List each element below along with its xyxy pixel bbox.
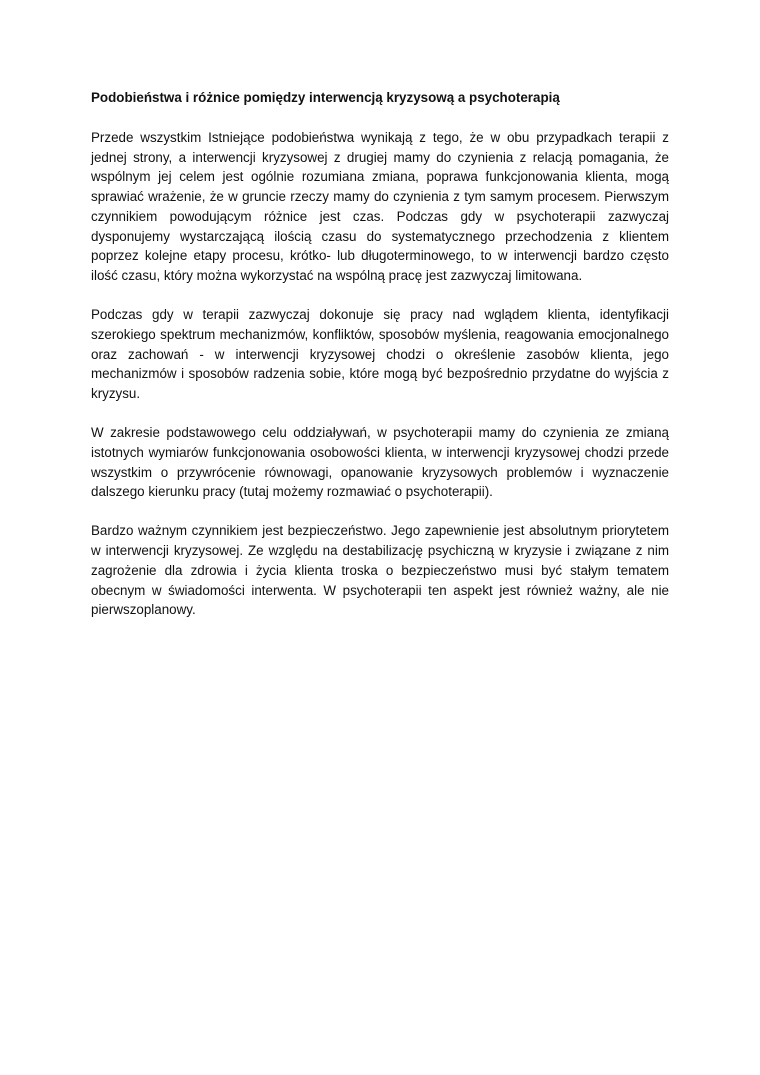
paragraph-1: Przede wszystkim Istniejące podobieństwa wynikają z tego, że w obu przypadkach terapii z jednej strony, a interwencji kryzysowej z drugiej mamy do czynienia z relacją pomagania, że wspólnym jej celem jest ogólnie rozumiana zmiana, poprawa funkcjonowania klienta, mogą sprawiać wrażenie, że w gruncie rzeczy mamy do czynienia z tym samym procesem. Pierwszym czynnikiem powodującym różnice jest czas. Podczas gdy w psychoterapii zazwyczaj dysponujemy wystarczającą ilością czasu do systematycznego przechodzenia z klientem poprzez kolejne etapy procesu, krótko- lub długoterminowego, to w interwencji bardzo często ilość czasu, który można wykorzystać na wspólną pracę jest zazwyczaj limitowana. xyxy=(91,130,669,283)
paragraph-2: Podczas gdy w terapii zazwyczaj dokonuje się pracy nad wglądem klienta, identyfikacji szerokiego spektrum mechanizmów, konfliktów, sposobów myślenia, reagowania emocjonalnego oraz zachowań - w interwencji kryzysowej chodzi o określenie zasobów klienta, jego mechanizmów i sposobów radzenia sobie, które mogą być bezpośrednio przydatne do wyjścia z kryzysu. xyxy=(91,307,669,401)
paragraph-4: Bardzo ważnym czynnikiem jest bezpieczeństwo. Jego zapewnienie jest absolutnym priorytetem w interwencji kryzysowej. Ze względu na destabilizację psychiczną w kryzysie i związane z nim zagrożenie dla zdrowia i życia klienta troska o bezpieczeństwo musi być stałym tematem obecnym w świadomości interwenta. W psychoterapii ten aspekt jest również ważny, ale nie pierwszoplanowy. xyxy=(91,523,669,618)
paragraph-3: W zakresie podstawowego celu oddziaływań, w psychoterapii mamy do czynienia ze zmianą istotnych wymiarów funkcjonowania osobowości klienta, w interwencji kryzysowej chodzi przede wszystkim o przywrócenie równowagi, opanowanie kryzysowych problemów i wyznaczenie dalszego kierunku pracy (tutaj możemy rozmawiać o psychoterapii). xyxy=(91,425,669,500)
document-title: Podobieństwa i różnice pomiędzy interwencją kryzysową a psychoterapią xyxy=(91,90,560,105)
document-body xyxy=(91,88,669,639)
